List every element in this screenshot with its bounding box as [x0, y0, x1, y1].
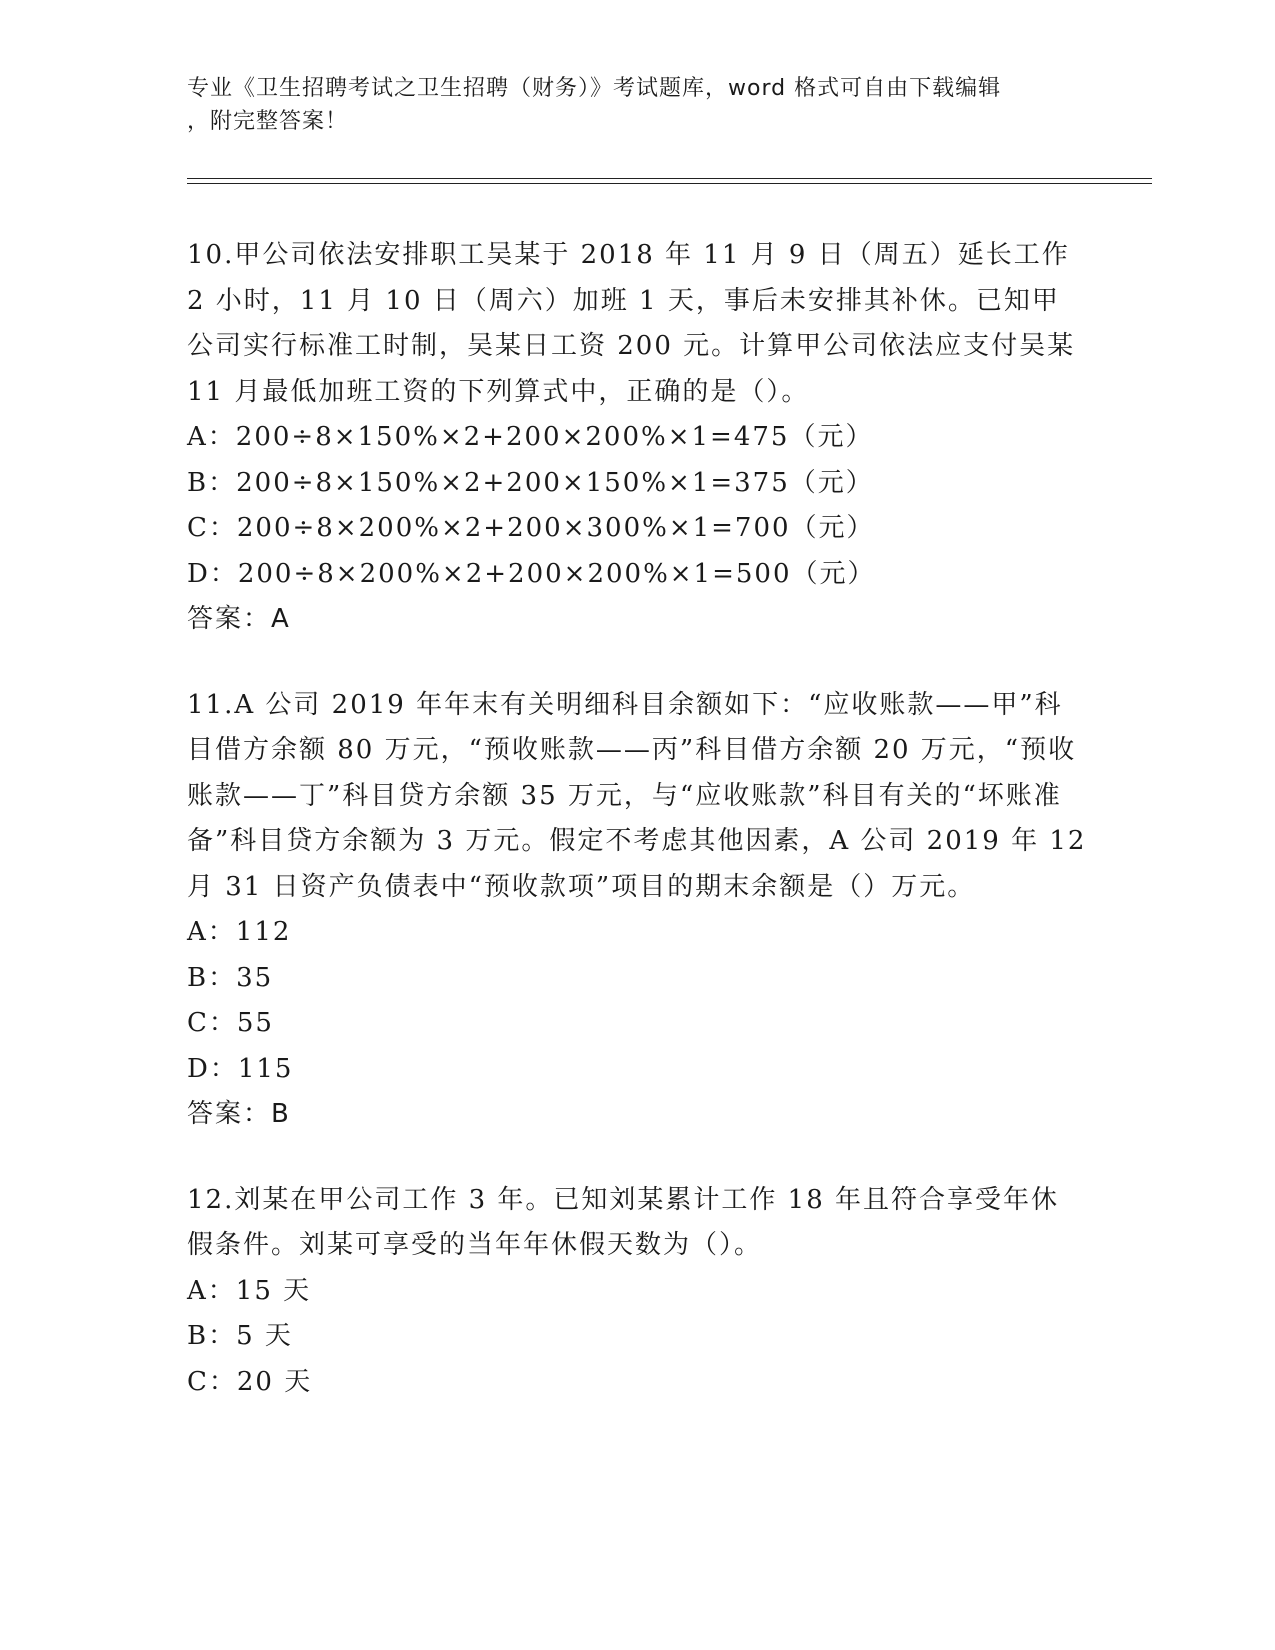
header-line-1: 专业《卫生招聘考试之卫生招聘（财务）》考试题库，word 格式可自由下载编辑 — [187, 76, 1002, 101]
header-line-2: ，附完整答案！ — [187, 109, 349, 134]
question-list — [187, 233, 1087, 1445]
option-c: C：55 — [187, 1008, 274, 1038]
option-d: D：200÷8×200%×2+200×200%×1=500（元） — [187, 558, 876, 589]
answer-line: 答案：B — [187, 1099, 291, 1129]
option-b: B：35 — [187, 962, 274, 993]
answer-line: 答案：A — [187, 604, 291, 634]
question-11 — [187, 683, 1087, 1138]
option-a: A：112 — [187, 917, 292, 947]
header-divider-top — [187, 178, 1152, 179]
option-a: A：200÷8×150%×2+200×200%×1=475（元） — [187, 422, 874, 452]
header-divider-bottom — [187, 183, 1152, 184]
option-c: C：20 天 — [187, 1366, 313, 1397]
question-stem: 12.刘某在甲公司工作 3 年。已知刘某累计工作 18 年且符合享受年休假条件。刘某可享受的当年年休假天数为（）。 — [187, 1184, 1060, 1260]
option-c: C：200÷8×200%×2+200×300%×1=700（元） — [187, 513, 875, 543]
option-d: D：115 — [187, 1053, 294, 1084]
question-stem: 10.甲公司依法安排职工吴某于 2018 年 11 月 9 日（周五）延长工作 2 小时，11 月 10 日（周六）加班 1 天，事后未安排其补休。已知甲公司实行标准工时制，吴某日工资 200 元。计算甲公司依法应支付吴某 11 月最低加班工资的下列算式中，正确的是（）。 — [187, 240, 1076, 407]
question-10 — [187, 233, 1087, 643]
option-b: B：5 天 — [187, 1321, 293, 1351]
question-stem: 11.A 公司 2019 年年末有关明细科目余额如下：“应收账款——甲”科目借方余额 80 万元，“预收账款——丙”科目借方余额 20 万元，“预收账款——丁”科目贷方余额 35 万元，与“应收账款”科目有关的“坏账准备”科目贷方余额为 3 万元。假定不考虑其他因素，A 公司 2019 年 12 月 31 日资产负债表中“预收款项”项目的期末余额是（）万元。 — [187, 689, 1087, 902]
option-b: B：200÷8×150%×2+200×150%×1=375（元） — [187, 467, 874, 498]
question-12 — [187, 1178, 1087, 1406]
document-header — [187, 72, 1087, 138]
option-a: A：15 天 — [187, 1275, 312, 1306]
